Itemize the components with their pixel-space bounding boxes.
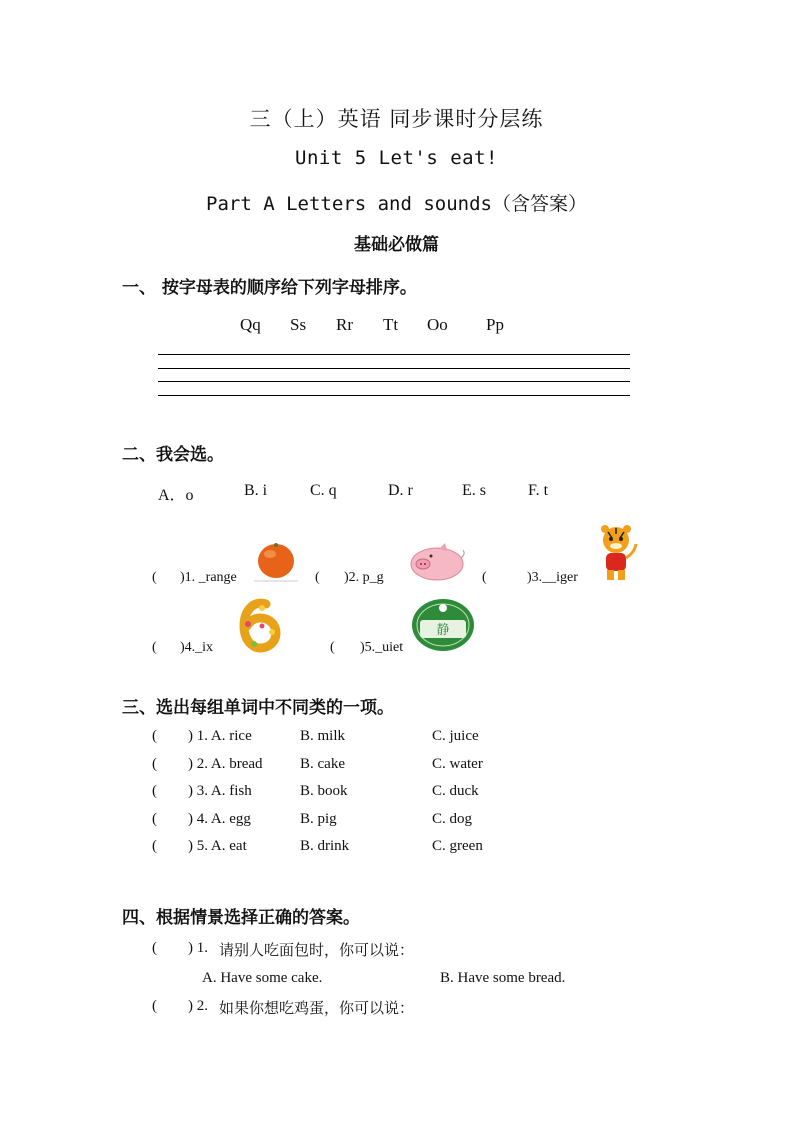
option-b: B. book [300,783,348,799]
option-a: A. Have some cake. [202,970,323,986]
option-c: C. water [432,756,483,772]
letter: Pp [486,315,504,334]
tiger-icon [594,524,640,584]
answer-paren[interactable]: ( [152,570,157,585]
section1-heading: 一、 按字母表的顺序给下列字母排序。 [122,278,417,298]
item-label: )2. p_g [344,570,384,585]
answer-paren[interactable]: ( [152,728,157,744]
question-number: ) 2. [188,998,208,1014]
option: A．o [158,487,194,504]
option: B. i [244,482,268,499]
option-c: C. green [432,838,483,854]
option-c: C. duck [432,783,479,799]
answer-paren[interactable]: ( [152,838,157,854]
answer-paren[interactable]: ( [152,940,157,956]
writing-line[interactable] [158,368,630,369]
answer-paren[interactable]: ( [482,570,487,585]
option-b: B. drink [300,838,350,854]
option-a: ) 4. A. egg [188,811,251,827]
part-title: Part A Letters and sounds（含答案） [206,193,587,215]
item-label: )1. _range [180,570,237,585]
letter: Qq [240,315,261,334]
writing-line[interactable] [158,381,630,382]
question-text: 请别人吃面包时，你可以说： [219,941,415,959]
question-text: 如果你想吃鸡蛋，你可以说： [219,999,415,1017]
unit-title: Unit 5 Let's eat! [295,147,498,169]
option-c: C. dog [432,811,473,827]
item-label: )5._uiet [360,640,404,655]
letter: Rr [336,315,353,334]
section4-heading: 四、根据情景选择正确的答案。 [122,908,360,928]
letter: Ss [290,315,307,334]
option-b: B. milk [300,728,346,744]
answer-paren[interactable]: ( [152,756,157,772]
option-c: C. juice [432,728,479,744]
writing-line[interactable] [158,395,630,396]
section3-heading: 三、选出每组单词中不同类的一项。 [122,698,394,718]
option-b: B. cake [300,756,345,772]
option-b: B. Have some bread. [440,970,566,986]
item-label: )3.__iger [527,570,578,585]
sign-text: 静 [436,623,450,638]
option-a: ) 3. A. fish [188,783,252,799]
orange-icon [252,540,300,582]
pig-icon [405,540,467,584]
option: C. q [310,482,337,499]
option-a: ) 5. A. eat [188,838,247,854]
option: D. r [388,482,413,499]
level-title: 基础必做篇 [354,235,439,255]
option: E. s [462,482,486,499]
item-label: )4._ix [180,640,214,655]
page-title: 三（上）英语 同步课时分层练 [249,107,544,131]
answer-paren[interactable]: ( [330,640,335,655]
section2-heading: 二、我会选。 [122,445,224,465]
answer-paren[interactable]: ( [152,783,157,799]
question-number: ) 1. [188,940,208,956]
option-b: B. pig [300,811,337,827]
option-a: ) 2. A. bread [188,756,263,772]
answer-paren[interactable]: ( [152,811,157,827]
quiet-sign-icon [410,598,476,656]
six-icon [232,596,284,654]
answer-paren[interactable]: ( [152,640,157,655]
writing-line[interactable] [158,354,630,355]
option-a: ) 1. A. rice [188,728,252,744]
answer-paren[interactable]: ( [152,998,157,1014]
letter: Oo [427,315,448,334]
option: F. t [528,482,549,499]
answer-paren[interactable]: ( [315,570,320,585]
letter: Tt [383,315,399,334]
